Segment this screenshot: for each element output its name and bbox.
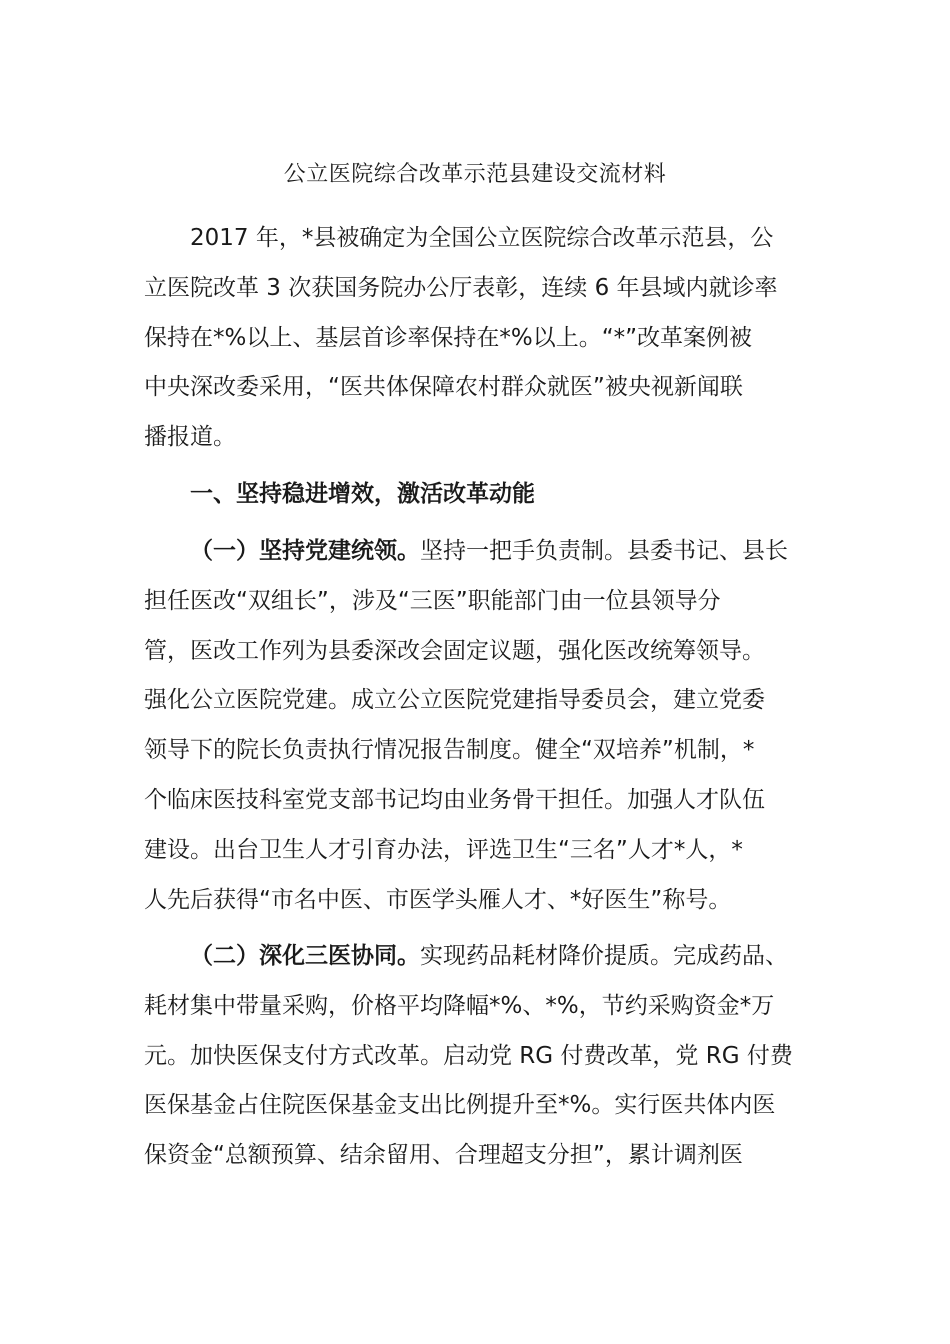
document-title: 公立医院综合改革示范县建设交流材料	[283, 162, 667, 187]
text-line: 保资金“总额预算、结余留用、合理超支分担”，累计调剂医	[144, 1142, 743, 1169]
text-line: 管，医改工作列为县委深改会固定议题，强化医改统筹领导。	[144, 637, 765, 664]
text-line: 医保基金占住院医保基金支出比例提升至*%。实行医共体内医	[144, 1092, 776, 1119]
text-line: 强化公立医院党建。成立公立医院党建指导委员会，建立党委	[144, 687, 765, 714]
text-line: 播报道。	[144, 424, 236, 451]
intro-paragraph	[144, 214, 804, 463]
text-span: 坚持一把手负责制。县委书记、县长	[420, 538, 788, 564]
heading-text: 一、坚持稳进增效，激活改革动能	[190, 481, 535, 507]
text-line: 元。加快医保支付方式改革。启动党 RG 付费改革，党 RG 付费	[144, 1042, 793, 1069]
text-line: 个临床医技科室党支部书记均由业务骨干担任。加强人才队伍	[144, 786, 765, 813]
text-line: 中央深改委采用，“医共体保障农村群众就医”被央视新闻联	[144, 374, 743, 401]
text-line: 人先后获得“市名中医、市医学头雁人才、*好医生”称号。	[144, 886, 732, 913]
text-line: 领导下的院长负责执行情况报告制度。健全“双培养”机制，*	[144, 737, 755, 764]
section-2-paragraph	[144, 932, 804, 1181]
subsection-label: （二）深化三医协同。	[190, 943, 420, 969]
section-1-paragraph	[144, 527, 804, 925]
text-line: 担任医改“双组长”，涉及“三医”职能部门由一位县领导分	[144, 587, 721, 614]
subsection-label: （一）坚持党建统领。	[190, 538, 420, 564]
text-line: 保持在*%以上、基层首诊率保持在*%以上。“*”改革案例被	[144, 324, 753, 351]
text-line: 建设。出台卫生人才引育办法，评选卫生“三名”人才*人，*	[144, 836, 743, 863]
text-line	[144, 932, 804, 982]
text-line: 立医院改革 3 次获国务院办公厅表彰，连续 6 年县域内就诊率	[144, 274, 778, 301]
text-line: 耗材集中带量采购，价格平均降幅*%、*%，节约采购资金*万	[144, 992, 775, 1019]
text-line: 2017 年，*县被确定为全国公立医院综合改革示范县，公	[190, 225, 774, 251]
section-heading	[144, 470, 804, 520]
text-span: 实现药品耗材降价提质。完成药品、	[420, 943, 788, 969]
text-line	[144, 527, 804, 577]
